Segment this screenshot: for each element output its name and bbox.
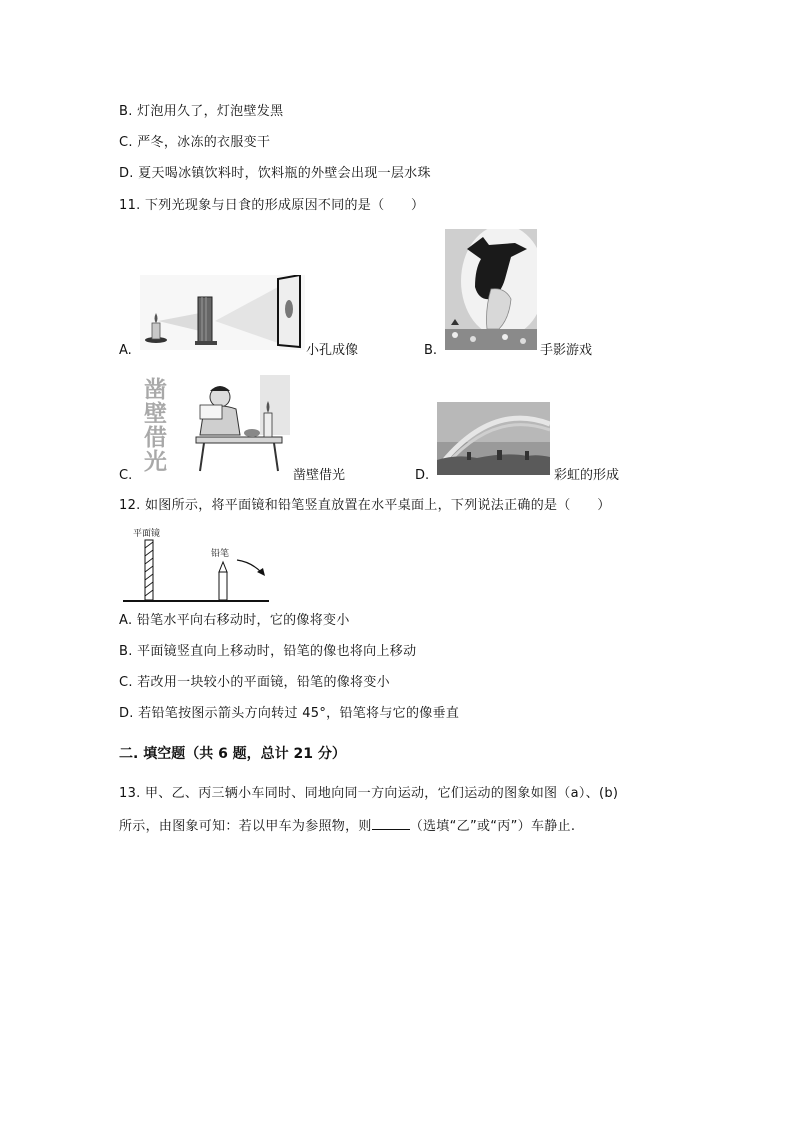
q10-option-c: C. 严冬，冰冻的衣服变干: [119, 135, 271, 150]
mirror-label: 平面镜: [133, 529, 161, 539]
q12-option-c: C. 若改用一块较小的平面镜，铅笔的像将变小: [119, 675, 390, 690]
q11-option-c-caption: 凿壁借光: [293, 468, 346, 483]
q11-option-b-caption: 手影游戏: [540, 343, 593, 358]
art-char-3: 借: [144, 425, 167, 451]
q11-option-a-caption: 小孔成像: [306, 343, 359, 358]
q11-option-d-letter: D.: [415, 468, 430, 483]
q10-option-d: D. 夏天喝冰镇饮料时，饮料瓶的外壁会出现一层水珠: [119, 166, 431, 181]
q11-option-c-letter: C.: [119, 468, 133, 483]
q11-option-d-caption: 彩虹的形成: [554, 468, 620, 483]
mirror-pencil-diagram: [119, 524, 271, 604]
q12-option-d: D. 若铅笔按图示箭头方向转过 45°，铅笔将与它的像垂直: [119, 706, 460, 721]
answer-blank[interactable]: [372, 816, 410, 830]
q11-stem: 11. 下列光现象与日食的形成原因不同的是（ ）: [119, 198, 425, 213]
q11-option-a-letter: A.: [119, 343, 132, 358]
q13-line-2: [119, 816, 575, 836]
art-char-1: 凿: [144, 377, 167, 403]
rainbow-image: [437, 402, 550, 475]
q11-option-b-letter: B.: [424, 343, 438, 358]
section-2-title: 二. 填空题（共 6 题，总计 21 分）: [119, 746, 346, 762]
chisel-wall-image: [140, 375, 290, 475]
q12-stem: 12. 如图所示，将平面镜和铅笔竖直放置在水平桌面上，下列说法正确的是（ ）: [119, 498, 611, 513]
q12-option-a: A. 铅笔水平向右移动时，它的像将变小: [119, 613, 350, 628]
q13-line-2-after: （选填“乙”或“丙”）车静止.: [409, 819, 576, 834]
q10-option-b: B. 灯泡用久了，灯泡壁发黑: [119, 104, 284, 119]
q12-option-b: B. 平面镜竖直向上移动时，铅笔的像也将向上移动: [119, 644, 417, 659]
hand-shadow-image: [445, 229, 537, 350]
pinhole-camera-image: [140, 275, 305, 350]
q13-line-1: 13. 甲、乙、丙三辆小车同时、同地向同一方向运动，它们运动的图象如图（a）、(b): [119, 786, 619, 801]
art-char-2: 壁: [144, 401, 167, 427]
pencil-label: 铅笔: [211, 549, 230, 559]
art-char-4: 光: [144, 449, 167, 475]
q13-line-2-before: 所示，由图象可知：若以甲车为参照物，则: [119, 819, 372, 834]
